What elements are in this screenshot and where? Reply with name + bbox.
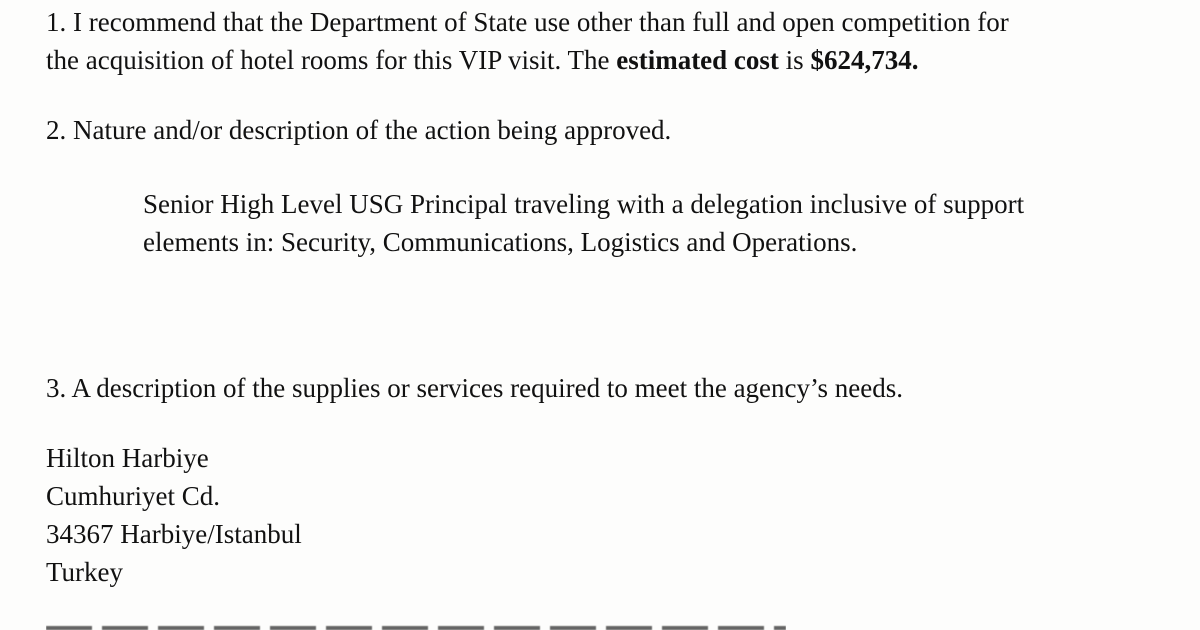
- address-street: [46, 478, 220, 514]
- address-country: [46, 554, 123, 590]
- recommendation-text-2: the acquisition of hotel rooms for this VIP visit. The: [46, 45, 617, 75]
- city-text: 34367 Harbiye/Istanbul: [46, 519, 302, 549]
- estimated-cost-value: $624,734.: [810, 45, 919, 75]
- estimated-cost-label: estimated cost: [616, 45, 779, 75]
- address-city: [46, 516, 302, 552]
- cutoff-next-line: [46, 612, 786, 630]
- recommendation-text-1: 1. I recommend that the Department of State use other than full and open competition for: [46, 7, 1009, 37]
- connector-text: is: [778, 45, 811, 75]
- nature-heading-text: 2. Nature and/or description of the action being approved.: [46, 115, 672, 145]
- nature-body-line-1: [143, 186, 1024, 222]
- hotel-name: Hilton Harbiye: [46, 443, 209, 473]
- nature-body-text-1: Senior High Level USG Principal traveling with a delegation inclusive of support: [143, 189, 1025, 219]
- supplies-heading-text: 3. A description of the supplies or services required to meet the agency’s needs.: [46, 373, 904, 403]
- nature-body-line-2: [143, 224, 857, 260]
- cutoff-text-fragment: [46, 626, 786, 630]
- address-name: [46, 440, 209, 476]
- country-text: Turkey: [46, 557, 124, 587]
- supplies-heading: [46, 370, 903, 406]
- recommendation-line-2: [46, 42, 918, 78]
- nature-body-text-2: elements in: Security, Communications, Logistics and Operations.: [143, 227, 858, 257]
- recommendation-line-1: [46, 4, 1009, 40]
- street-text: Cumhuriyet Cd.: [46, 481, 220, 511]
- nature-heading: [46, 112, 671, 148]
